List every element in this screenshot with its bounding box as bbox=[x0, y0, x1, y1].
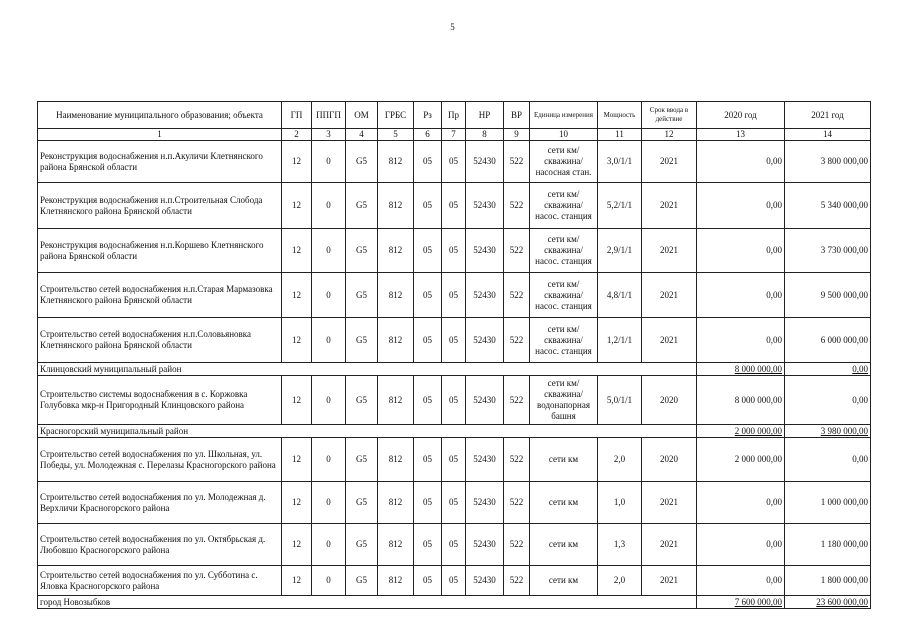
header-power: Мощность bbox=[598, 102, 642, 129]
capital-investment-table bbox=[37, 101, 871, 609]
cell-unit: сети км/ скважина/ насос. станция bbox=[530, 318, 598, 363]
cell-vr: 522 bbox=[504, 141, 530, 183]
cell-amount-2021: 5 340 000,00 bbox=[785, 183, 871, 229]
header-object-name: Наименование муниципального образования; объекта bbox=[38, 102, 282, 129]
header-unit: Единица измерения bbox=[530, 102, 598, 129]
cell-amount-2021: 1 180 000,00 bbox=[785, 524, 871, 566]
cell-ppgp: 0 bbox=[312, 183, 346, 229]
cell-power: 4,8/1/1 bbox=[598, 273, 642, 318]
col-number: 8 bbox=[466, 129, 504, 141]
cell-pr: 05 bbox=[442, 376, 466, 425]
cell-rz: 05 bbox=[414, 183, 442, 229]
cell-commissioning-year: 2021 bbox=[642, 141, 697, 183]
cell-ppgp: 0 bbox=[312, 141, 346, 183]
cell-gp: 12 bbox=[282, 438, 312, 482]
cell-gp: 12 bbox=[282, 566, 312, 596]
cell-amount-2020: 0,00 bbox=[697, 566, 785, 596]
col-number: 9 bbox=[504, 129, 530, 141]
cell-nr: 52430 bbox=[466, 482, 504, 524]
object-row bbox=[38, 229, 871, 273]
col-number: 5 bbox=[378, 129, 414, 141]
header-year-2021: 2021 год bbox=[785, 102, 871, 129]
cell-gp: 12 bbox=[282, 376, 312, 425]
district-total-2021: 23 600 000,00 bbox=[785, 596, 871, 609]
cell-power: 1,3 bbox=[598, 524, 642, 566]
cell-nr: 52430 bbox=[466, 524, 504, 566]
cell-nr: 52430 bbox=[466, 229, 504, 273]
cell-amount-2020: 0,00 bbox=[697, 229, 785, 273]
cell-om: G5 bbox=[346, 482, 378, 524]
cell-pr: 05 bbox=[442, 229, 466, 273]
cell-nr: 52430 bbox=[466, 318, 504, 363]
district-name: город Новозыбков bbox=[38, 596, 697, 609]
cell-ppgp: 0 bbox=[312, 566, 346, 596]
cell-rz: 05 bbox=[414, 524, 442, 566]
cell-power: 5,0/1/1 bbox=[598, 376, 642, 425]
cell-grbs: 812 bbox=[378, 524, 414, 566]
col-number: 13 bbox=[697, 129, 785, 141]
cell-power: 2,0 bbox=[598, 566, 642, 596]
cell-rz: 05 bbox=[414, 376, 442, 425]
cell-rz: 05 bbox=[414, 273, 442, 318]
cell-ppgp: 0 bbox=[312, 438, 346, 482]
cell-amount-2020: 8 000 000,00 bbox=[697, 376, 785, 425]
district-name: Клинцовский муниципальный район bbox=[38, 363, 697, 376]
cell-gp: 12 bbox=[282, 229, 312, 273]
cell-vr: 522 bbox=[504, 376, 530, 425]
cell-amount-2021: 0,00 bbox=[785, 376, 871, 425]
col-number: 2 bbox=[282, 129, 312, 141]
cell-amount-2020: 0,00 bbox=[697, 141, 785, 183]
cell-vr: 522 bbox=[504, 273, 530, 318]
district-total-2020: 8 000 000,00 bbox=[697, 363, 785, 376]
cell-commissioning-year: 2021 bbox=[642, 566, 697, 596]
cell-om: G5 bbox=[346, 566, 378, 596]
cell-amount-2020: 0,00 bbox=[697, 318, 785, 363]
district-name: Красногорский муниципальный район bbox=[38, 425, 697, 438]
cell-nr: 52430 bbox=[466, 376, 504, 425]
header-year-2020: 2020 год bbox=[697, 102, 785, 129]
district-total-2020: 7 600 000,00 bbox=[697, 596, 785, 609]
object-name: Реконструкция водоснабжения н.п.Строительная Слобода Клетнянского района Брянской области bbox=[38, 183, 282, 229]
object-row bbox=[38, 524, 871, 566]
district-row bbox=[38, 596, 871, 609]
object-row bbox=[38, 438, 871, 482]
cell-vr: 522 bbox=[504, 318, 530, 363]
cell-amount-2021: 3 730 000,00 bbox=[785, 229, 871, 273]
cell-unit: сети км/ скважина/ насос. станция bbox=[530, 229, 598, 273]
cell-gp: 12 bbox=[282, 273, 312, 318]
cell-ppgp: 0 bbox=[312, 318, 346, 363]
cell-om: G5 bbox=[346, 141, 378, 183]
cell-om: G5 bbox=[346, 318, 378, 363]
cell-vr: 522 bbox=[504, 183, 530, 229]
cell-commissioning-year: 2021 bbox=[642, 318, 697, 363]
district-total-2021: 0,00 bbox=[785, 363, 871, 376]
cell-gp: 12 bbox=[282, 141, 312, 183]
cell-amount-2021: 1 000 000,00 bbox=[785, 482, 871, 524]
cell-pr: 05 bbox=[442, 438, 466, 482]
object-name: Строительство сетей водоснабжения по ул. Октябрьская д. Любовшо Красногорского района bbox=[38, 524, 282, 566]
cell-pr: 05 bbox=[442, 566, 466, 596]
object-row bbox=[38, 376, 871, 425]
cell-commissioning-year: 2021 bbox=[642, 524, 697, 566]
cell-grbs: 812 bbox=[378, 183, 414, 229]
district-total-2021: 3 980 000,00 bbox=[785, 425, 871, 438]
col-number: 14 bbox=[785, 129, 871, 141]
district-row bbox=[38, 425, 871, 438]
cell-ppgp: 0 bbox=[312, 229, 346, 273]
cell-nr: 52430 bbox=[466, 273, 504, 318]
cell-gp: 12 bbox=[282, 183, 312, 229]
object-row bbox=[38, 141, 871, 183]
cell-nr: 52430 bbox=[466, 438, 504, 482]
cell-amount-2021: 9 500 000,00 bbox=[785, 273, 871, 318]
header-rz: Рз bbox=[414, 102, 442, 129]
cell-rz: 05 bbox=[414, 438, 442, 482]
cell-grbs: 812 bbox=[378, 482, 414, 524]
col-number: 1 bbox=[38, 129, 282, 141]
cell-power: 2,9/1/1 bbox=[598, 229, 642, 273]
cell-rz: 05 bbox=[414, 229, 442, 273]
cell-amount-2020: 0,00 bbox=[697, 273, 785, 318]
col-number: 6 bbox=[414, 129, 442, 141]
cell-power: 1,0 bbox=[598, 482, 642, 524]
cell-unit: сети км/ скважина/ водонапорная башня bbox=[530, 376, 598, 425]
col-number: 11 bbox=[598, 129, 642, 141]
cell-amount-2021: 1 800 000,00 bbox=[785, 566, 871, 596]
cell-rz: 05 bbox=[414, 482, 442, 524]
cell-om: G5 bbox=[346, 229, 378, 273]
cell-commissioning-year: 2021 bbox=[642, 482, 697, 524]
cell-power: 2,0 bbox=[598, 438, 642, 482]
header-nr: НР bbox=[466, 102, 504, 129]
cell-grbs: 812 bbox=[378, 318, 414, 363]
cell-grbs: 812 bbox=[378, 273, 414, 318]
cell-nr: 52430 bbox=[466, 566, 504, 596]
object-name: Строительство сетей водоснабжения по ул. Субботина с. Яловка Красногорского района bbox=[38, 566, 282, 596]
cell-grbs: 812 bbox=[378, 438, 414, 482]
cell-rz: 05 bbox=[414, 141, 442, 183]
cell-amount-2020: 0,00 bbox=[697, 482, 785, 524]
object-name: Реконструкция водоснабжения н.п.Акуличи Клетнянского района Брянской области bbox=[38, 141, 282, 183]
cell-commissioning-year: 2020 bbox=[642, 376, 697, 425]
cell-grbs: 812 bbox=[378, 376, 414, 425]
cell-amount-2021: 6 000 000,00 bbox=[785, 318, 871, 363]
cell-gp: 12 bbox=[282, 524, 312, 566]
cell-amount-2021: 0,00 bbox=[785, 438, 871, 482]
cell-unit: сети км/ скважина/ насос. станция bbox=[530, 183, 598, 229]
cell-commissioning-year: 2020 bbox=[642, 438, 697, 482]
cell-unit: сети км bbox=[530, 438, 598, 482]
cell-amount-2020: 0,00 bbox=[697, 183, 785, 229]
cell-power: 3,0/1/1 bbox=[598, 141, 642, 183]
cell-amount-2021: 3 800 000,00 bbox=[785, 141, 871, 183]
cell-rz: 05 bbox=[414, 318, 442, 363]
cell-vr: 522 bbox=[504, 566, 530, 596]
object-name: Строительство сетей водоснабжения по ул. Школьная, ул. Победы, ул. Молодежная с. Перелазы Красногорского района bbox=[38, 438, 282, 482]
column-number-row bbox=[38, 129, 871, 141]
cell-grbs: 812 bbox=[378, 141, 414, 183]
header-grbs: ГРБС bbox=[378, 102, 414, 129]
cell-om: G5 bbox=[346, 524, 378, 566]
cell-unit: сети км bbox=[530, 524, 598, 566]
object-row bbox=[38, 273, 871, 318]
cell-grbs: 812 bbox=[378, 566, 414, 596]
cell-vr: 522 bbox=[504, 482, 530, 524]
cell-unit: сети км/ скважина/ насосная стан. bbox=[530, 141, 598, 183]
cell-amount-2020: 0,00 bbox=[697, 524, 785, 566]
object-name: Реконструкция водоснабжения н.п.Коршево Клетнянского района Брянской области bbox=[38, 229, 282, 273]
page-number: 5 bbox=[450, 22, 455, 32]
header-om: ОМ bbox=[346, 102, 378, 129]
cell-pr: 05 bbox=[442, 524, 466, 566]
header-pr: Пр bbox=[442, 102, 466, 129]
cell-unit: сети км bbox=[530, 482, 598, 524]
cell-nr: 52430 bbox=[466, 141, 504, 183]
cell-ppgp: 0 bbox=[312, 524, 346, 566]
object-row bbox=[38, 183, 871, 229]
cell-grbs: 812 bbox=[378, 229, 414, 273]
cell-ppgp: 0 bbox=[312, 482, 346, 524]
cell-power: 5,2/1/1 bbox=[598, 183, 642, 229]
cell-pr: 05 bbox=[442, 141, 466, 183]
cell-nr: 52430 bbox=[466, 183, 504, 229]
district-total-2020: 2 000 000,00 bbox=[697, 425, 785, 438]
cell-om: G5 bbox=[346, 438, 378, 482]
cell-rz: 05 bbox=[414, 566, 442, 596]
header-gp: ГП bbox=[282, 102, 312, 129]
object-name: Строительство сетей водоснабжения н.п.Старая Мармазовка Клетнянского района Брянской области bbox=[38, 273, 282, 318]
cell-ppgp: 0 bbox=[312, 376, 346, 425]
object-row bbox=[38, 318, 871, 363]
cell-vr: 522 bbox=[504, 229, 530, 273]
col-number: 10 bbox=[530, 129, 598, 141]
cell-unit: сети км/ скважина/ насос. станция bbox=[530, 273, 598, 318]
cell-pr: 05 bbox=[442, 183, 466, 229]
cell-om: G5 bbox=[346, 273, 378, 318]
object-row bbox=[38, 482, 871, 524]
header-vr: ВР bbox=[504, 102, 530, 129]
district-row bbox=[38, 363, 871, 376]
object-name: Строительство сетей водоснабжения по ул. Молодежная д. Верхличи Красногорского района bbox=[38, 482, 282, 524]
cell-pr: 05 bbox=[442, 318, 466, 363]
cell-gp: 12 bbox=[282, 482, 312, 524]
cell-gp: 12 bbox=[282, 318, 312, 363]
cell-ppgp: 0 bbox=[312, 273, 346, 318]
cell-pr: 05 bbox=[442, 482, 466, 524]
col-number: 4 bbox=[346, 129, 378, 141]
cell-om: G5 bbox=[346, 376, 378, 425]
header-row bbox=[38, 102, 871, 129]
col-number: 12 bbox=[642, 129, 697, 141]
cell-commissioning-year: 2021 bbox=[642, 273, 697, 318]
cell-power: 1,2/1/1 bbox=[598, 318, 642, 363]
object-name: Строительство сетей водоснабжения н.п.Соловьяновка Клетнянского района Брянской области bbox=[38, 318, 282, 363]
cell-commissioning-year: 2021 bbox=[642, 183, 697, 229]
cell-vr: 522 bbox=[504, 438, 530, 482]
object-row bbox=[38, 566, 871, 596]
object-name: Строительство системы водоснабжения в с. Коржовка Голубовка мкр-н Пригородный Клинцовского района bbox=[38, 376, 282, 425]
cell-pr: 05 bbox=[442, 273, 466, 318]
header-ppgp: ППГП bbox=[312, 102, 346, 129]
header-commissioning: Срок ввода в действие bbox=[642, 102, 697, 129]
cell-unit: сети км bbox=[530, 566, 598, 596]
cell-commissioning-year: 2021 bbox=[642, 229, 697, 273]
col-number: 7 bbox=[442, 129, 466, 141]
cell-om: G5 bbox=[346, 183, 378, 229]
cell-amount-2020: 2 000 000,00 bbox=[697, 438, 785, 482]
col-number: 3 bbox=[312, 129, 346, 141]
cell-vr: 522 bbox=[504, 524, 530, 566]
